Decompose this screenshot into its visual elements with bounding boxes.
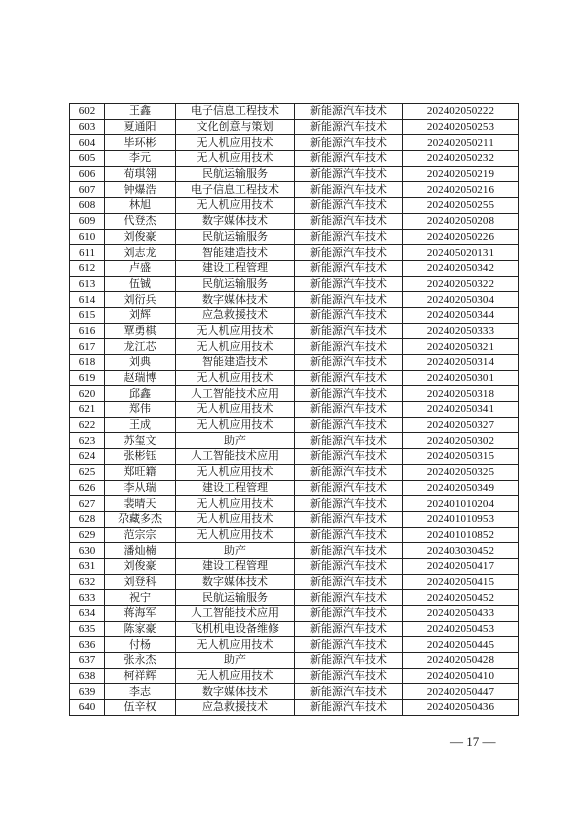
student-id-cell: 202402050255 bbox=[403, 198, 519, 214]
original-major-cell: 民航运输服务 bbox=[176, 166, 295, 182]
student-id-cell: 202402050327 bbox=[403, 417, 519, 433]
table-row bbox=[70, 464, 519, 480]
student-name-cell: 荀琪翎 bbox=[105, 166, 176, 182]
original-major-cell: 人工智能技术应用 bbox=[176, 606, 295, 622]
row-number-cell: 622 bbox=[70, 417, 105, 433]
row-number-cell: 633 bbox=[70, 590, 105, 606]
student-id-cell: 202402050349 bbox=[403, 480, 519, 496]
table-row bbox=[70, 245, 519, 261]
target-major-cell: 新能源汽车技术 bbox=[295, 370, 403, 386]
table-row bbox=[70, 307, 519, 323]
original-major-cell: 数字媒体技术 bbox=[176, 574, 295, 590]
student-id-cell: 202402050208 bbox=[403, 213, 519, 229]
original-major-cell: 无人机应用技术 bbox=[176, 668, 295, 684]
table-row bbox=[70, 339, 519, 355]
original-major-cell: 应急救援技术 bbox=[176, 307, 295, 323]
student-name-cell: 尕藏多杰 bbox=[105, 511, 176, 527]
original-major-cell: 无人机应用技术 bbox=[176, 339, 295, 355]
original-major-cell: 数字媒体技术 bbox=[176, 684, 295, 700]
student-name-cell: 刘志龙 bbox=[105, 245, 176, 261]
table-body bbox=[70, 104, 519, 716]
row-number-cell: 625 bbox=[70, 464, 105, 480]
row-number-cell: 605 bbox=[70, 151, 105, 167]
row-number-cell: 636 bbox=[70, 637, 105, 653]
row-number-cell: 632 bbox=[70, 574, 105, 590]
student-id-cell: 202402050318 bbox=[403, 386, 519, 402]
table-row bbox=[70, 480, 519, 496]
student-name-cell: 代登杰 bbox=[105, 213, 176, 229]
student-id-cell: 202402050216 bbox=[403, 182, 519, 198]
student-id-cell: 202402050341 bbox=[403, 402, 519, 418]
student-id-cell: 202401010953 bbox=[403, 511, 519, 527]
row-number-cell: 616 bbox=[70, 323, 105, 339]
student-id-cell: 202402050253 bbox=[403, 119, 519, 135]
target-major-cell: 新能源汽车技术 bbox=[295, 276, 403, 292]
original-major-cell: 飞机机电设备维修 bbox=[176, 621, 295, 637]
target-major-cell: 新能源汽车技术 bbox=[295, 198, 403, 214]
original-major-cell: 无人机应用技术 bbox=[176, 370, 295, 386]
student-id-cell: 202402050445 bbox=[403, 637, 519, 653]
target-major-cell: 新能源汽车技术 bbox=[295, 104, 403, 120]
row-number-cell: 613 bbox=[70, 276, 105, 292]
target-major-cell: 新能源汽车技术 bbox=[295, 449, 403, 465]
row-number-cell: 637 bbox=[70, 653, 105, 669]
table-row bbox=[70, 511, 519, 527]
original-major-cell: 建设工程管理 bbox=[176, 558, 295, 574]
target-major-cell: 新能源汽车技术 bbox=[295, 668, 403, 684]
student-id-cell: 202402050219 bbox=[403, 166, 519, 182]
original-major-cell: 无人机应用技术 bbox=[176, 323, 295, 339]
target-major-cell: 新能源汽车技术 bbox=[295, 135, 403, 151]
original-major-cell: 应急救援技术 bbox=[176, 700, 295, 716]
student-id-cell: 202405020131 bbox=[403, 245, 519, 261]
student-name-cell: 邱鑫 bbox=[105, 386, 176, 402]
original-major-cell: 无人机应用技术 bbox=[176, 417, 295, 433]
target-major-cell: 新能源汽车技术 bbox=[295, 245, 403, 261]
row-number-cell: 629 bbox=[70, 527, 105, 543]
target-major-cell: 新能源汽车技术 bbox=[295, 558, 403, 574]
page-number: — 17 — bbox=[450, 734, 496, 749]
original-major-cell: 民航运输服务 bbox=[176, 276, 295, 292]
row-number-cell: 620 bbox=[70, 386, 105, 402]
student-name-cell: 张永杰 bbox=[105, 653, 176, 669]
table-row bbox=[70, 119, 519, 135]
target-major-cell: 新能源汽车技术 bbox=[295, 166, 403, 182]
row-number-cell: 635 bbox=[70, 621, 105, 637]
student-name-cell: 张彬钰 bbox=[105, 449, 176, 465]
target-major-cell: 新能源汽车技术 bbox=[295, 480, 403, 496]
original-major-cell: 建设工程管理 bbox=[176, 480, 295, 496]
row-number-cell: 606 bbox=[70, 166, 105, 182]
table-row bbox=[70, 151, 519, 167]
row-number-cell: 603 bbox=[70, 119, 105, 135]
row-number-cell: 627 bbox=[70, 496, 105, 512]
target-major-cell: 新能源汽车技术 bbox=[295, 339, 403, 355]
original-major-cell: 建设工程管理 bbox=[176, 260, 295, 276]
table-row bbox=[70, 543, 519, 559]
student-id-cell: 202402050304 bbox=[403, 292, 519, 308]
student-id-cell: 202402050321 bbox=[403, 339, 519, 355]
original-major-cell: 无人机应用技术 bbox=[176, 464, 295, 480]
table-row bbox=[70, 590, 519, 606]
target-major-cell: 新能源汽车技术 bbox=[295, 543, 403, 559]
row-number-cell: 607 bbox=[70, 182, 105, 198]
student-name-cell: 夏通阳 bbox=[105, 119, 176, 135]
student-id-cell: 202402050410 bbox=[403, 668, 519, 684]
student-id-cell: 202402050415 bbox=[403, 574, 519, 590]
student-name-cell: 伍辛权 bbox=[105, 700, 176, 716]
original-major-cell: 无人机应用技术 bbox=[176, 527, 295, 543]
original-major-cell: 无人机应用技术 bbox=[176, 151, 295, 167]
target-major-cell: 新能源汽车技术 bbox=[295, 260, 403, 276]
row-number-cell: 615 bbox=[70, 307, 105, 323]
target-major-cell: 新能源汽车技术 bbox=[295, 182, 403, 198]
student-name-cell: 龙江芯 bbox=[105, 339, 176, 355]
table-row bbox=[70, 684, 519, 700]
row-number-cell: 604 bbox=[70, 135, 105, 151]
student-name-cell: 柯祥辉 bbox=[105, 668, 176, 684]
student-id-cell: 202402050314 bbox=[403, 355, 519, 371]
table-row bbox=[70, 355, 519, 371]
row-number-cell: 617 bbox=[70, 339, 105, 355]
row-number-cell: 608 bbox=[70, 198, 105, 214]
target-major-cell: 新能源汽车技术 bbox=[295, 700, 403, 716]
row-number-cell: 602 bbox=[70, 104, 105, 120]
student-id-cell: 202402050436 bbox=[403, 700, 519, 716]
student-name-cell: 李从瑞 bbox=[105, 480, 176, 496]
original-major-cell: 助产 bbox=[176, 433, 295, 449]
original-major-cell: 无人机应用技术 bbox=[176, 511, 295, 527]
target-major-cell: 新能源汽车技术 bbox=[295, 511, 403, 527]
original-major-cell: 电子信息工程技术 bbox=[176, 182, 295, 198]
table-row bbox=[70, 558, 519, 574]
table-row bbox=[70, 449, 519, 465]
student-name-cell: 蒋海军 bbox=[105, 606, 176, 622]
student-name-cell: 钟爆浩 bbox=[105, 182, 176, 198]
student-id-cell: 202402050322 bbox=[403, 276, 519, 292]
student-name-cell: 王成 bbox=[105, 417, 176, 433]
target-major-cell: 新能源汽车技术 bbox=[295, 386, 403, 402]
row-number-cell: 634 bbox=[70, 606, 105, 622]
target-major-cell: 新能源汽车技术 bbox=[295, 433, 403, 449]
student-name-cell: 付杨 bbox=[105, 637, 176, 653]
target-major-cell: 新能源汽车技术 bbox=[295, 417, 403, 433]
original-major-cell: 无人机应用技术 bbox=[176, 198, 295, 214]
target-major-cell: 新能源汽车技术 bbox=[295, 119, 403, 135]
original-major-cell: 民航运输服务 bbox=[176, 590, 295, 606]
row-number-cell: 614 bbox=[70, 292, 105, 308]
original-major-cell: 电子信息工程技术 bbox=[176, 104, 295, 120]
table-row bbox=[70, 417, 519, 433]
target-major-cell: 新能源汽车技术 bbox=[295, 684, 403, 700]
student-name-cell: 卢盛 bbox=[105, 260, 176, 276]
row-number-cell: 624 bbox=[70, 449, 105, 465]
original-major-cell: 文化创意与策划 bbox=[176, 119, 295, 135]
original-major-cell: 数字媒体技术 bbox=[176, 292, 295, 308]
student-id-cell: 202402050417 bbox=[403, 558, 519, 574]
target-major-cell: 新能源汽车技术 bbox=[295, 229, 403, 245]
target-major-cell: 新能源汽车技术 bbox=[295, 213, 403, 229]
student-name-cell: 范宗宗 bbox=[105, 527, 176, 543]
student-id-cell: 202402050453 bbox=[403, 621, 519, 637]
target-major-cell: 新能源汽车技术 bbox=[295, 307, 403, 323]
student-name-cell: 李志 bbox=[105, 684, 176, 700]
row-number-cell: 609 bbox=[70, 213, 105, 229]
student-id-cell: 202402050447 bbox=[403, 684, 519, 700]
student-name-cell: 潘灿楠 bbox=[105, 543, 176, 559]
table-row bbox=[70, 292, 519, 308]
student-id-cell: 202402050452 bbox=[403, 590, 519, 606]
table-row bbox=[70, 527, 519, 543]
table-row bbox=[70, 323, 519, 339]
student-name-cell: 刘俊豪 bbox=[105, 558, 176, 574]
student-name-cell: 毕环彬 bbox=[105, 135, 176, 151]
row-number-cell: 612 bbox=[70, 260, 105, 276]
table-row bbox=[70, 135, 519, 151]
original-major-cell: 无人机应用技术 bbox=[176, 135, 295, 151]
student-name-cell: 郑旺籍 bbox=[105, 464, 176, 480]
original-major-cell: 人工智能技术应用 bbox=[176, 449, 295, 465]
row-number-cell: 626 bbox=[70, 480, 105, 496]
target-major-cell: 新能源汽车技术 bbox=[295, 637, 403, 653]
table-row bbox=[70, 574, 519, 590]
table-row bbox=[70, 402, 519, 418]
table-row bbox=[70, 433, 519, 449]
student-id-cell: 202402050301 bbox=[403, 370, 519, 386]
table-row bbox=[70, 653, 519, 669]
original-major-cell: 助产 bbox=[176, 653, 295, 669]
original-major-cell: 人工智能技术应用 bbox=[176, 386, 295, 402]
target-major-cell: 新能源汽车技术 bbox=[295, 402, 403, 418]
table-row bbox=[70, 104, 519, 120]
table-row bbox=[70, 182, 519, 198]
student-name-cell: 赵瑞博 bbox=[105, 370, 176, 386]
table-row bbox=[70, 229, 519, 245]
student-name-cell: 刘衍兵 bbox=[105, 292, 176, 308]
student-id-cell: 202402050428 bbox=[403, 653, 519, 669]
target-major-cell: 新能源汽车技术 bbox=[295, 527, 403, 543]
student-id-cell: 202402050342 bbox=[403, 260, 519, 276]
row-number-cell: 630 bbox=[70, 543, 105, 559]
target-major-cell: 新能源汽车技术 bbox=[295, 653, 403, 669]
target-major-cell: 新能源汽车技术 bbox=[295, 151, 403, 167]
table-row bbox=[70, 276, 519, 292]
student-name-cell: 刘典 bbox=[105, 355, 176, 371]
student-name-cell: 苏玺文 bbox=[105, 433, 176, 449]
target-major-cell: 新能源汽车技术 bbox=[295, 621, 403, 637]
target-major-cell: 新能源汽车技术 bbox=[295, 292, 403, 308]
student-name-cell: 郑伟 bbox=[105, 402, 176, 418]
student-name-cell: 王鑫 bbox=[105, 104, 176, 120]
row-number-cell: 631 bbox=[70, 558, 105, 574]
table-row bbox=[70, 260, 519, 276]
row-number-cell: 638 bbox=[70, 668, 105, 684]
table-row bbox=[70, 606, 519, 622]
row-number-cell: 623 bbox=[70, 433, 105, 449]
target-major-cell: 新能源汽车技术 bbox=[295, 464, 403, 480]
student-id-cell: 202402050433 bbox=[403, 606, 519, 622]
target-major-cell: 新能源汽车技术 bbox=[295, 323, 403, 339]
row-number-cell: 619 bbox=[70, 370, 105, 386]
row-number-cell: 639 bbox=[70, 684, 105, 700]
table-row bbox=[70, 621, 519, 637]
student-name-cell: 裴晴天 bbox=[105, 496, 176, 512]
student-id-cell: 202402050315 bbox=[403, 449, 519, 465]
table-row bbox=[70, 213, 519, 229]
student-id-cell: 202402050333 bbox=[403, 323, 519, 339]
row-number-cell: 610 bbox=[70, 229, 105, 245]
student-id-cell: 202402050325 bbox=[403, 464, 519, 480]
student-id-cell: 202401010852 bbox=[403, 527, 519, 543]
row-number-cell: 628 bbox=[70, 511, 105, 527]
student-table bbox=[69, 103, 519, 716]
original-major-cell: 助产 bbox=[176, 543, 295, 559]
student-name-cell: 林旭 bbox=[105, 198, 176, 214]
table-row bbox=[70, 637, 519, 653]
student-id-cell: 202402050232 bbox=[403, 151, 519, 167]
student-name-cell: 覃勇棋 bbox=[105, 323, 176, 339]
table-row bbox=[70, 386, 519, 402]
row-number-cell: 618 bbox=[70, 355, 105, 371]
student-id-cell: 202402050222 bbox=[403, 104, 519, 120]
row-number-cell: 621 bbox=[70, 402, 105, 418]
original-major-cell: 民航运输服务 bbox=[176, 229, 295, 245]
table-row bbox=[70, 166, 519, 182]
student-name-cell: 刘登科 bbox=[105, 574, 176, 590]
student-id-cell: 202402050302 bbox=[403, 433, 519, 449]
student-name-cell: 刘俊豪 bbox=[105, 229, 176, 245]
original-major-cell: 数字媒体技术 bbox=[176, 213, 295, 229]
original-major-cell: 智能建造技术 bbox=[176, 355, 295, 371]
target-major-cell: 新能源汽车技术 bbox=[295, 590, 403, 606]
student-id-cell: 202401010204 bbox=[403, 496, 519, 512]
student-id-cell: 202402050226 bbox=[403, 229, 519, 245]
student-name-cell: 伍铖 bbox=[105, 276, 176, 292]
target-major-cell: 新能源汽车技术 bbox=[295, 496, 403, 512]
original-major-cell: 无人机应用技术 bbox=[176, 496, 295, 512]
original-major-cell: 无人机应用技术 bbox=[176, 637, 295, 653]
row-number-cell: 640 bbox=[70, 700, 105, 716]
student-name-cell: 李元 bbox=[105, 151, 176, 167]
table-row bbox=[70, 370, 519, 386]
student-name-cell: 陈家豪 bbox=[105, 621, 176, 637]
table-row bbox=[70, 496, 519, 512]
student-name-cell: 祝宁 bbox=[105, 590, 176, 606]
student-name-cell: 刘辉 bbox=[105, 307, 176, 323]
target-major-cell: 新能源汽车技术 bbox=[295, 574, 403, 590]
student-id-cell: 202403030452 bbox=[403, 543, 519, 559]
target-major-cell: 新能源汽车技术 bbox=[295, 355, 403, 371]
table-row bbox=[70, 700, 519, 716]
target-major-cell: 新能源汽车技术 bbox=[295, 606, 403, 622]
table-row bbox=[70, 668, 519, 684]
original-major-cell: 智能建造技术 bbox=[176, 245, 295, 261]
original-major-cell: 无人机应用技术 bbox=[176, 402, 295, 418]
student-id-cell: 202402050344 bbox=[403, 307, 519, 323]
table-row bbox=[70, 198, 519, 214]
student-id-cell: 202402050211 bbox=[403, 135, 519, 151]
row-number-cell: 611 bbox=[70, 245, 105, 261]
